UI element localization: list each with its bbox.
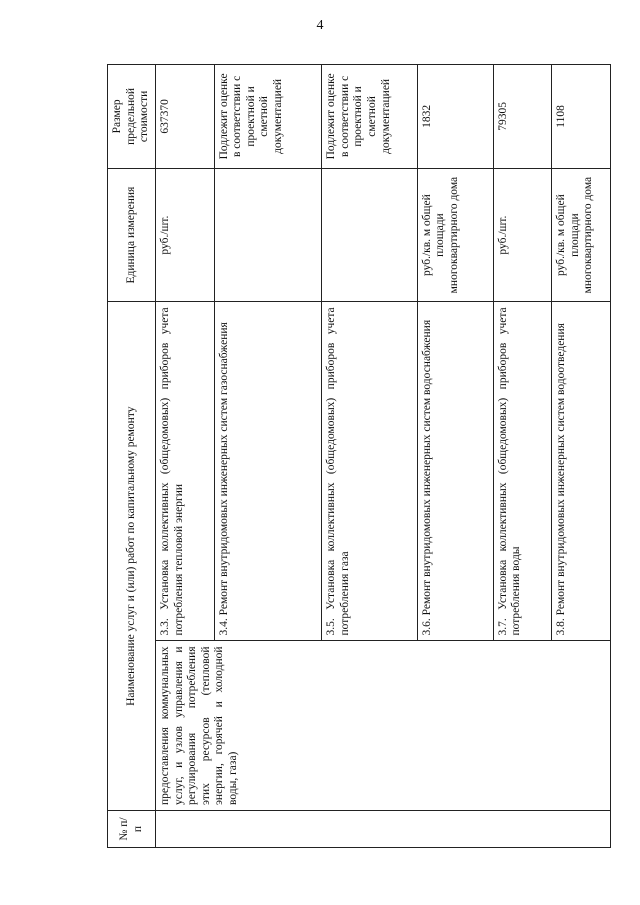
work-cell: 3.6. Ремонт внутридомовых инженерных систем водоснабжения [417,302,493,641]
rotated-table [107,64,611,848]
work-cell: 3.5. Установка коллективных (общедомовых) приборов учета потребления газа [322,302,417,641]
table-row [156,65,215,848]
work-cell: 3.8. Ремонт внутридомовых инженерных систем водоотведения [552,302,611,641]
cost-table [107,64,611,848]
header-num: № п/п [108,811,156,848]
page-number: 4 [316,18,324,33]
row-number-cell [156,811,611,848]
rotated-table-container [107,64,611,848]
unit-cell: руб./кв. м общей площади многоквартирного дома [552,168,611,302]
header-cost: Размер предельной стоимости [108,65,156,169]
unit-cell: руб./шт. [493,168,552,302]
work-cell: 3.7. Установка коллективных (общедомовых) приборов учета потребления воды [493,302,552,641]
unit-cell [322,168,417,302]
cost-cell: 79305 [493,65,552,169]
header-name: Наименование услуг и (или) работ по капитальному ремонту [108,302,156,811]
cost-cell: Подлежит оценке в соответствии с проектной и сметной документацией [322,65,417,169]
cost-cell: Подлежит оценке в соответствии с проектной и сметной документацией [214,65,322,169]
table-header-row [108,65,156,848]
unit-cell: руб./шт. [156,168,215,302]
work-cell: 3.4. Ремонт внутридомовых инженерных систем газоснабжения [214,302,322,641]
header-unit: Единица измерения [108,168,156,302]
work-cell: 3.3. Установка коллективных (общедомовых) приборов учета потребления тепловой энергии [156,302,215,641]
unit-cell: руб./кв. м общей площади многоквартирного дома [417,168,493,302]
unit-cell [214,168,322,302]
service-name-cell: предоставления коммунальных услуг, и узлов управления и регулирования потребления этих ресурсов (тепловой энергии, горячей и холодной воды, газа) [156,641,611,811]
cost-cell: 1832 [417,65,493,169]
cost-cell: 637370 [156,65,215,169]
cost-cell: 1108 [552,65,611,169]
